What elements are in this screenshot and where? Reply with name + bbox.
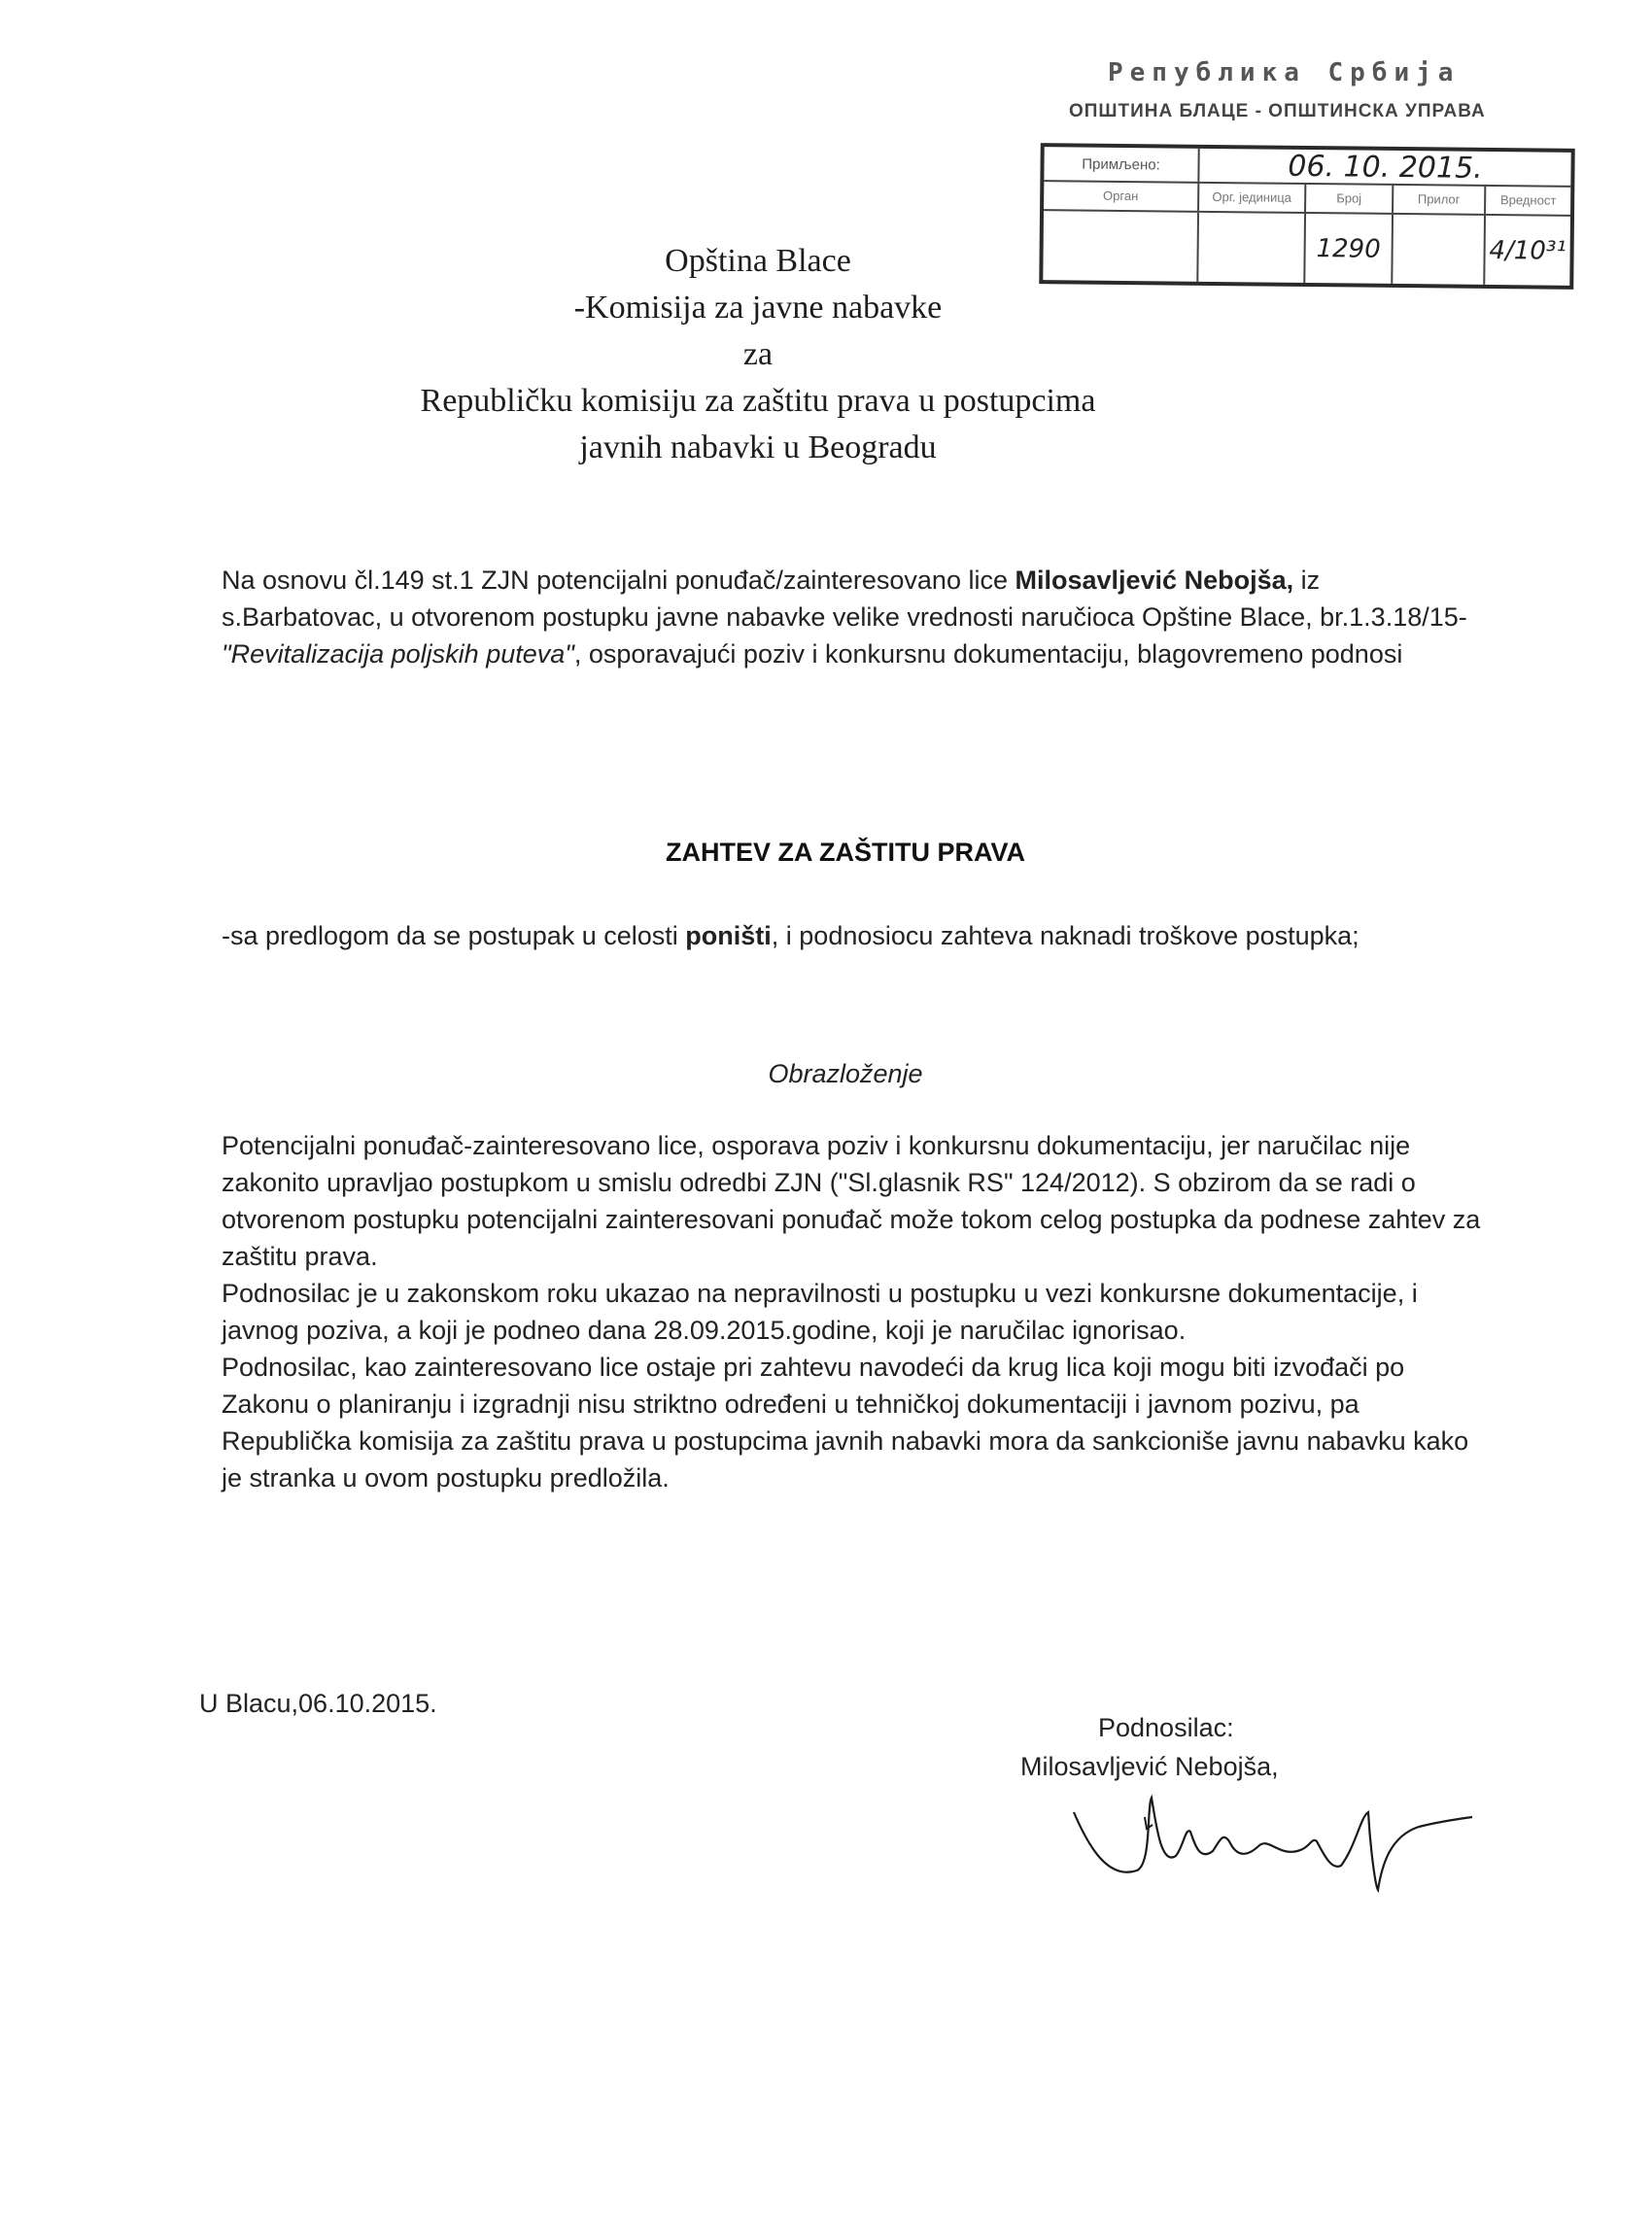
header-line: -Komisija za javne nabavke	[573, 290, 943, 326]
submitter-block	[1020, 1708, 1279, 1786]
intro-paragraph	[222, 562, 1485, 672]
header-line: Opština Blace	[665, 243, 851, 279]
proposal-text: -sa predlogom da se postupak u celosti	[222, 921, 686, 950]
reasoning-heading: Obrazloženje	[768, 1059, 923, 1088]
proposal-bold: poništi	[685, 921, 772, 950]
header-line: za	[742, 336, 774, 372]
stamp-subtitle: ОПШТИНА БЛАЦЕ - ОПШТИНСКА УПРАВА	[1069, 101, 1486, 121]
reasoning-paragraph: Podnosilac je u zakonskom roku ukazao na nepravilnosti u postupku u vezi konkursne dokumentacije, i javnog poziva, a koji je podneo dana 28.09.2015.godine, koji je naručilac ignorisao.	[222, 1279, 1418, 1345]
stamp-val-number: 1290	[1305, 214, 1394, 284]
proposal-text: , i podnosiocu zahteva naknadi troškove postupka;	[771, 921, 1359, 950]
handwritten-signature	[1069, 1788, 1477, 1895]
stamp-col-attachment: Прилог	[1394, 184, 1486, 214]
proposal-paragraph	[222, 917, 1485, 954]
project-name: "Revitalizacija poljskih puteva"	[222, 639, 574, 669]
stamp-col-organ: Орган	[1044, 180, 1199, 211]
header-line: Republičku komisiju za zaštitu prava u postupcima	[420, 383, 1096, 419]
stamp-val-attachment	[1393, 215, 1486, 285]
stamp-val-value: 4/10³¹	[1489, 235, 1566, 266]
intro-text: , osporavajući poziv i konkursnu dokumentaciju, blagovremeno podnosi	[573, 639, 1403, 669]
stamp-col-value: Вредност	[1499, 191, 1557, 208]
place-date: U Blacu,06.10.2015.	[199, 1689, 437, 1718]
reasoning-section	[222, 1127, 1485, 1496]
header-line: javnih nabavki u Beogradu	[579, 429, 937, 465]
stamp-val-unit	[1198, 213, 1306, 283]
stamp-received-label: Примљено:	[1044, 147, 1199, 182]
addressee-header	[321, 238, 1195, 471]
reasoning-paragraph: Potencijalni ponuđač-zainteresovano lice, osporava poziv i konkursnu dokumentaciju, jer naručilac nije zakonito upravljao postupkom u smislu odredbi ZJN ("Sl.glasnik RS" 124/2012). S obzirom da se radi o otvorenom postupku potencijalni zainteresovani ponuđač može tokom celog postupka da podnese zahtev za zaštitu prava.	[222, 1131, 1481, 1271]
document-title: ZAHTEV ZA ZAŠTITU PRAVA	[666, 838, 1025, 867]
submitter-label: Podnosilac:	[1098, 1713, 1234, 1742]
reasoning-paragraph: Podnosilac, kao zainteresovano lice ostaje pri zahtevu navodeći da krug lica koji mogu biti izvođači po Zakonu o planiranju i izgradnji nisu striktno određeni u tehničkoj dokumentaciji i javnom pozivu, pa Republička komisija za zaštitu prava u postupcima javnih nabavki mora da sankcioniše javnu nabavku kako je stranka u ovom postupku predložila.	[222, 1353, 1469, 1493]
intro-text: Na osnovu čl.149 st.1 ZJN potencijalni ponuđač/zainteresovano lice	[222, 566, 1015, 595]
stamp-col-number: Број	[1306, 183, 1394, 213]
stamp-received-date: 06. 10. 2015.	[1288, 149, 1483, 186]
applicant-name: Milosavljević Nebojša,	[1015, 566, 1294, 595]
intro-text: iz s.Barbatovac, u otvorenom postupku javne nabavke velike vrednosti naručioca Opštine Blace, br.1.3.18/15-	[222, 566, 1467, 632]
submitter-name: Milosavljević Nebojša,	[1020, 1752, 1279, 1781]
stamp-title: Република Србија	[1108, 58, 1461, 87]
stamp-col-unit: Орг. јединица	[1199, 182, 1306, 212]
